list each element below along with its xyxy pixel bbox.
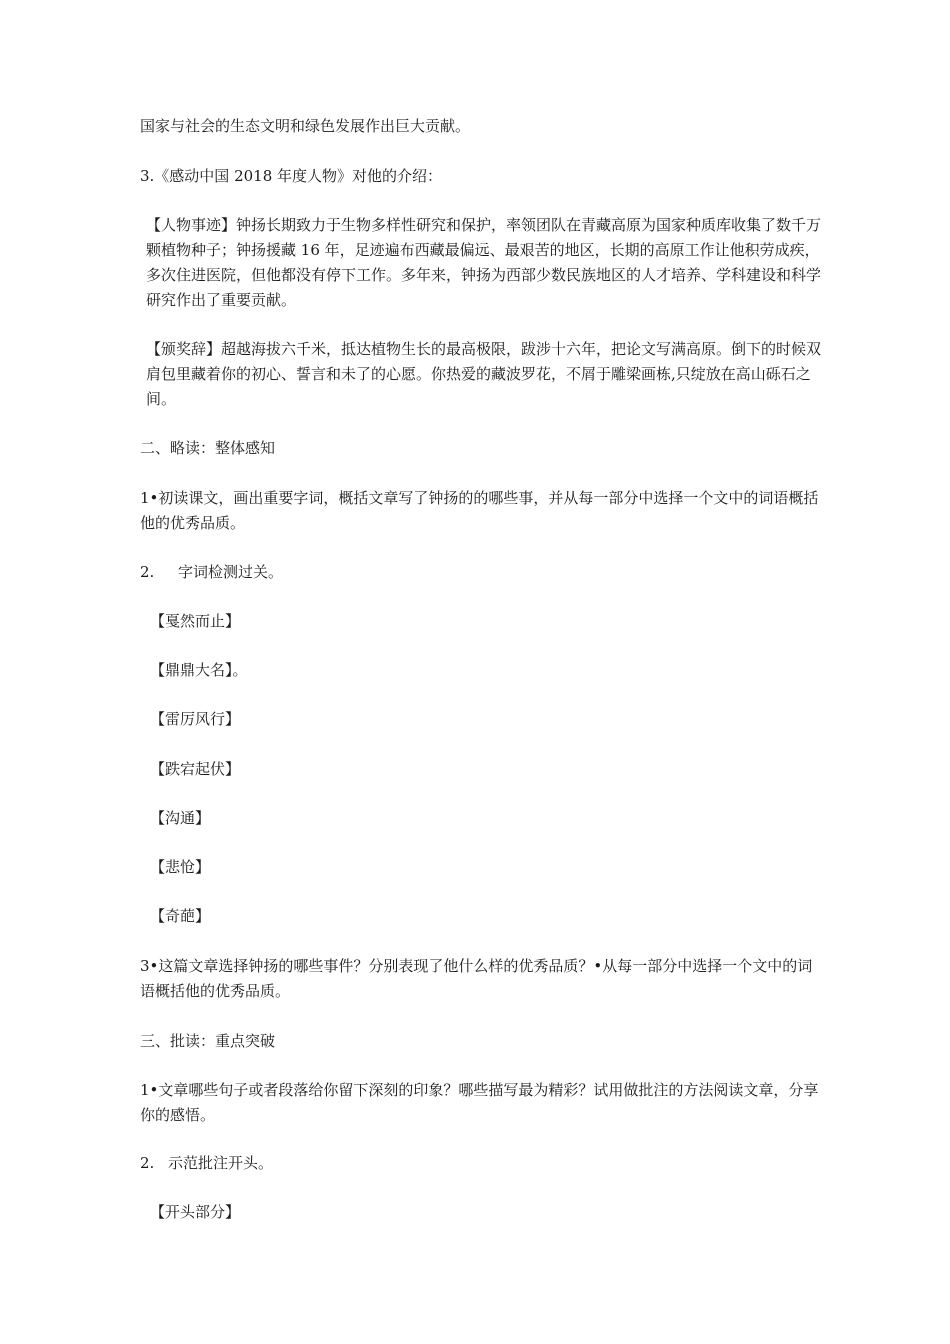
- vocab-term: 【沟通】: [150, 809, 211, 827]
- vocab-term: 【戛然而止】: [150, 612, 241, 630]
- paragraph-question-1: 1•初读课文，画出重要字词，概括文章写了钟扬的的哪些事，并从每一部分中选择一个文中的词语概括他的优秀品质。: [140, 489, 819, 532]
- item-text: 示范批注开头。: [168, 1154, 274, 1172]
- paragraph-award-speech: 【颁奖辞】超越海拔六千米，抵达植物生长的最高极限，跋涉十六年，把论文写满高原。倒下的时候双肩包里藏着你的初心、誓言和未了的心愿。你热爱的藏波罗花，不屑于雕梁画栋,只绽放在高山砾石之间。: [146, 340, 822, 408]
- paragraph-annotate-question: 1•文章哪些句子或者段落给你留下深刻的印象？哪些描写最为精彩？试用做批注的方法阅读文章，分享你的感悟。: [140, 1081, 819, 1124]
- paragraph-sample-annotation: [140, 1151, 820, 1176]
- vocab-term: 【雷厉风行】: [150, 710, 241, 728]
- section-heading-skim: 二、略读：整体感知: [140, 439, 276, 457]
- paragraph-vocab-check: [140, 560, 820, 585]
- vocab-term: 【跌宕起伏】: [150, 760, 241, 778]
- paragraph-conclusion: 国家与社会的生态文明和绿色发展作出巨大贡献。: [140, 117, 471, 135]
- section-label-opening: 【开头部分】: [150, 1203, 241, 1221]
- vocab-term: 【奇葩】: [150, 907, 211, 925]
- paragraph-person-deeds: 【人物事迹】钟扬长期致力于生物多样性研究和保护，率领团队在青藏高原为国家种质库收集了数千万颗植物种子；钟扬援藏 16 年，足迹遍布西藏最偏远、最艰苦的地区，长期的高原工作让他积劳成疾，多次住进医院，但他都没有停下工作。多年来，钟扬为西部少数民族地区的人才培养、学科建设和科学研究作出了重要贡献。: [146, 216, 822, 309]
- paragraph-question-3: 3•这篇文章选择钟扬的哪些事件？分别表现了他什么样的优秀品质？•从每一部分中选择一个文中的词语概括他的优秀品质。: [140, 957, 813, 1000]
- item-text: 字词检测过关。: [178, 563, 284, 581]
- vocab-term: 【鼎鼎大名】。: [150, 661, 248, 679]
- section-heading-annotate: 三、批读：重点突破: [140, 1032, 276, 1050]
- item-number: 2.: [140, 1154, 155, 1172]
- item-number: 2.: [140, 563, 155, 581]
- vocab-term: 【悲怆】: [150, 858, 211, 876]
- paragraph-intro-heading: 3.《感动中国 2018 年度人物》对他的介绍：: [140, 167, 443, 185]
